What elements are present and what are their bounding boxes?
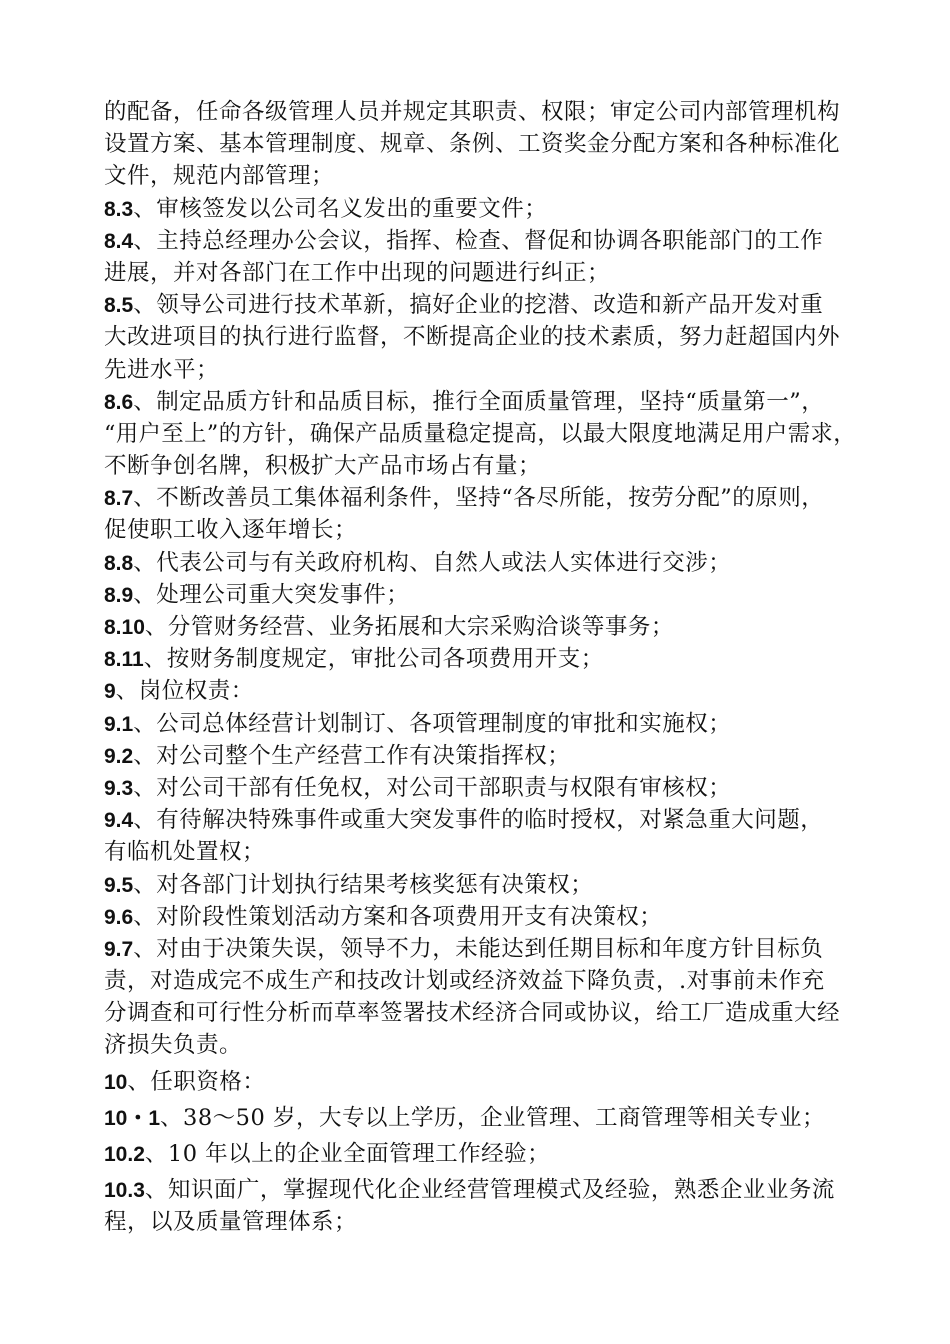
clause-number: 8.8 bbox=[104, 551, 134, 575]
clause-text: 、制定品质方针和品质目标，推行全面质量管理，坚持“质量第一”， bbox=[133, 388, 825, 415]
text-line bbox=[104, 772, 856, 804]
clause-text: 、任职资格： bbox=[127, 1068, 266, 1095]
clause-number: 10 bbox=[104, 1070, 128, 1094]
clause-text: 促使职工收入逐年增长； bbox=[104, 517, 358, 544]
text-line bbox=[104, 675, 856, 707]
clause-text: 先进水平； bbox=[104, 356, 220, 383]
clause-text: 、对由于决策失误，领导不力，未能达到任期目标和年度方针目标负 bbox=[133, 935, 824, 962]
clause-number: 9.4 bbox=[104, 809, 134, 833]
clause-text: 有临机处置权； bbox=[104, 839, 266, 866]
clause-text: 、领导公司进行技术革新，搞好企业的挖潜、改造和新产品开发对重 bbox=[133, 292, 824, 319]
clause-text: 、对公司干部有任免权，对公司干部职责与权限有审核权； bbox=[133, 774, 732, 801]
text-line bbox=[104, 643, 856, 675]
text-line bbox=[104, 1066, 856, 1098]
clause-number: 8.6 bbox=[104, 390, 134, 414]
text-line bbox=[104, 869, 856, 901]
text-line bbox=[104, 1206, 856, 1238]
text-line bbox=[104, 740, 856, 772]
clause-number: 9 bbox=[104, 680, 116, 704]
clause-text: 不断争创名牌，积极扩大产品市场占有量； bbox=[104, 453, 542, 480]
document-page bbox=[104, 96, 856, 1239]
clause-text: 进展，并对各部门在工作中出现的问题进行纠正； bbox=[104, 259, 611, 286]
text-line bbox=[104, 933, 856, 965]
clause-text: 、分管财务经营、业务拓展和大宗采购洽谈等事务； bbox=[144, 614, 674, 640]
text-line bbox=[104, 482, 856, 514]
clause-text: 分调查和可行性分析而草率签署技术经济合同或协议，给工厂造成重大经 bbox=[104, 1000, 841, 1027]
clause-text: 、代表公司与有关政府机构、自然人或法人实体进行交涉； bbox=[133, 549, 732, 576]
text-line bbox=[104, 96, 856, 128]
text-line bbox=[104, 579, 856, 611]
text-line bbox=[104, 225, 856, 257]
clause-number: 8.5 bbox=[104, 294, 134, 318]
clause-text: 、岗位权责： bbox=[115, 678, 254, 705]
text-line bbox=[104, 836, 856, 868]
clause-text: 、对公司整个生产经营工作有决策指挥权； bbox=[133, 742, 571, 769]
clause-text: 的配备，任命各级管理人员并规定其职责、权限；审定公司内部管理机构 bbox=[104, 99, 841, 125]
clause-text: 文件，规范内部管理； bbox=[104, 163, 335, 190]
clause-text: “用户至上”的方针，确保产品质量稳定提高，以最大限度地满足用户需求， bbox=[104, 420, 857, 447]
clause-text: 、主持总经理办公会议，指挥、检查、督促和协调各职能部门的工作 bbox=[133, 227, 824, 254]
clause-text: 、审核签发以公司名义发出的重要文件； bbox=[133, 195, 548, 222]
text-line bbox=[104, 965, 856, 997]
clause-text: 、按财务制度规定，审批公司各项费用开支； bbox=[143, 646, 604, 673]
text-line bbox=[104, 450, 856, 482]
clause-number: 8.3 bbox=[104, 197, 134, 221]
clause-number: 8.11 bbox=[104, 648, 144, 672]
text-line bbox=[104, 1138, 856, 1170]
text-line bbox=[104, 804, 856, 836]
clause-text: 、38～50 岁，大专以上学历，企业管理、工商管理等相关专业； bbox=[160, 1104, 825, 1131]
clause-number: 9.1 bbox=[104, 712, 134, 736]
text-line bbox=[104, 1029, 856, 1061]
text-line bbox=[104, 193, 856, 225]
text-line bbox=[104, 1102, 856, 1134]
text-line bbox=[104, 514, 856, 546]
text-line bbox=[104, 128, 856, 160]
clause-number: 10・1 bbox=[104, 1106, 161, 1130]
clause-number: 9.5 bbox=[104, 873, 134, 897]
clause-text: 、有待解决特殊事件或重大突发事件的临时授权，对紧急重大问题， bbox=[133, 807, 824, 834]
text-line bbox=[104, 1174, 856, 1206]
clause-number: 8.10 bbox=[104, 616, 145, 639]
text-line bbox=[104, 708, 856, 740]
text-line bbox=[104, 997, 856, 1029]
clause-text: 、处理公司重大突发事件； bbox=[133, 581, 410, 608]
text-line bbox=[104, 611, 856, 643]
clause-number: 9.3 bbox=[104, 776, 134, 800]
text-line bbox=[104, 547, 856, 579]
clause-text: 、对阶段性策划活动方案和各项费用开支有决策权； bbox=[133, 903, 663, 930]
text-line bbox=[104, 160, 856, 192]
text-line bbox=[104, 386, 856, 418]
clause-number: 8.7 bbox=[104, 487, 134, 511]
clause-number: 10.3 bbox=[104, 1179, 145, 1203]
clause-text: 、对各部门计划执行结果考核奖惩有决策权； bbox=[133, 871, 594, 898]
clause-text: 济损失负责。 bbox=[104, 1032, 243, 1059]
clause-number: 9.6 bbox=[104, 905, 134, 929]
clause-text: 、公司总体经营计划制订、各项管理制度的审批和实施权； bbox=[133, 710, 732, 737]
text-line bbox=[104, 289, 856, 321]
text-line bbox=[104, 321, 856, 353]
text-line bbox=[104, 257, 856, 289]
clause-text: 、不断改善员工集体福利条件，坚持“各尽所能，按劳分配”的原则， bbox=[133, 485, 825, 512]
clause-number: 8.9 bbox=[104, 583, 134, 607]
text-line bbox=[104, 418, 857, 450]
clause-text: 、10 年以上的企业全面管理工作经验； bbox=[144, 1141, 551, 1167]
clause-number: 9.2 bbox=[104, 744, 134, 768]
clause-number: 9.7 bbox=[104, 937, 134, 961]
clause-text: 设置方案、基本管理制度、规章、条例、工资奖金分配方案和各种标准化 bbox=[104, 131, 841, 158]
clause-text: 责，对造成完不成生产和技改计划或经济效益下降负责，.对事前未作充 bbox=[104, 968, 825, 995]
clause-text: 大改进项目的执行进行监督，不断提高企业的技术素质，努力赶超国内外 bbox=[104, 324, 841, 351]
text-line bbox=[104, 901, 856, 933]
clause-number: 8.4 bbox=[104, 229, 134, 253]
clause-text: 程，以及质量管理体系； bbox=[104, 1209, 358, 1236]
text-line bbox=[104, 354, 856, 386]
clause-text: 、知识面广，掌握现代化企业经营管理模式及经验，熟悉企业业务流 bbox=[144, 1177, 835, 1204]
clause-number: 10.2 bbox=[104, 1143, 145, 1166]
